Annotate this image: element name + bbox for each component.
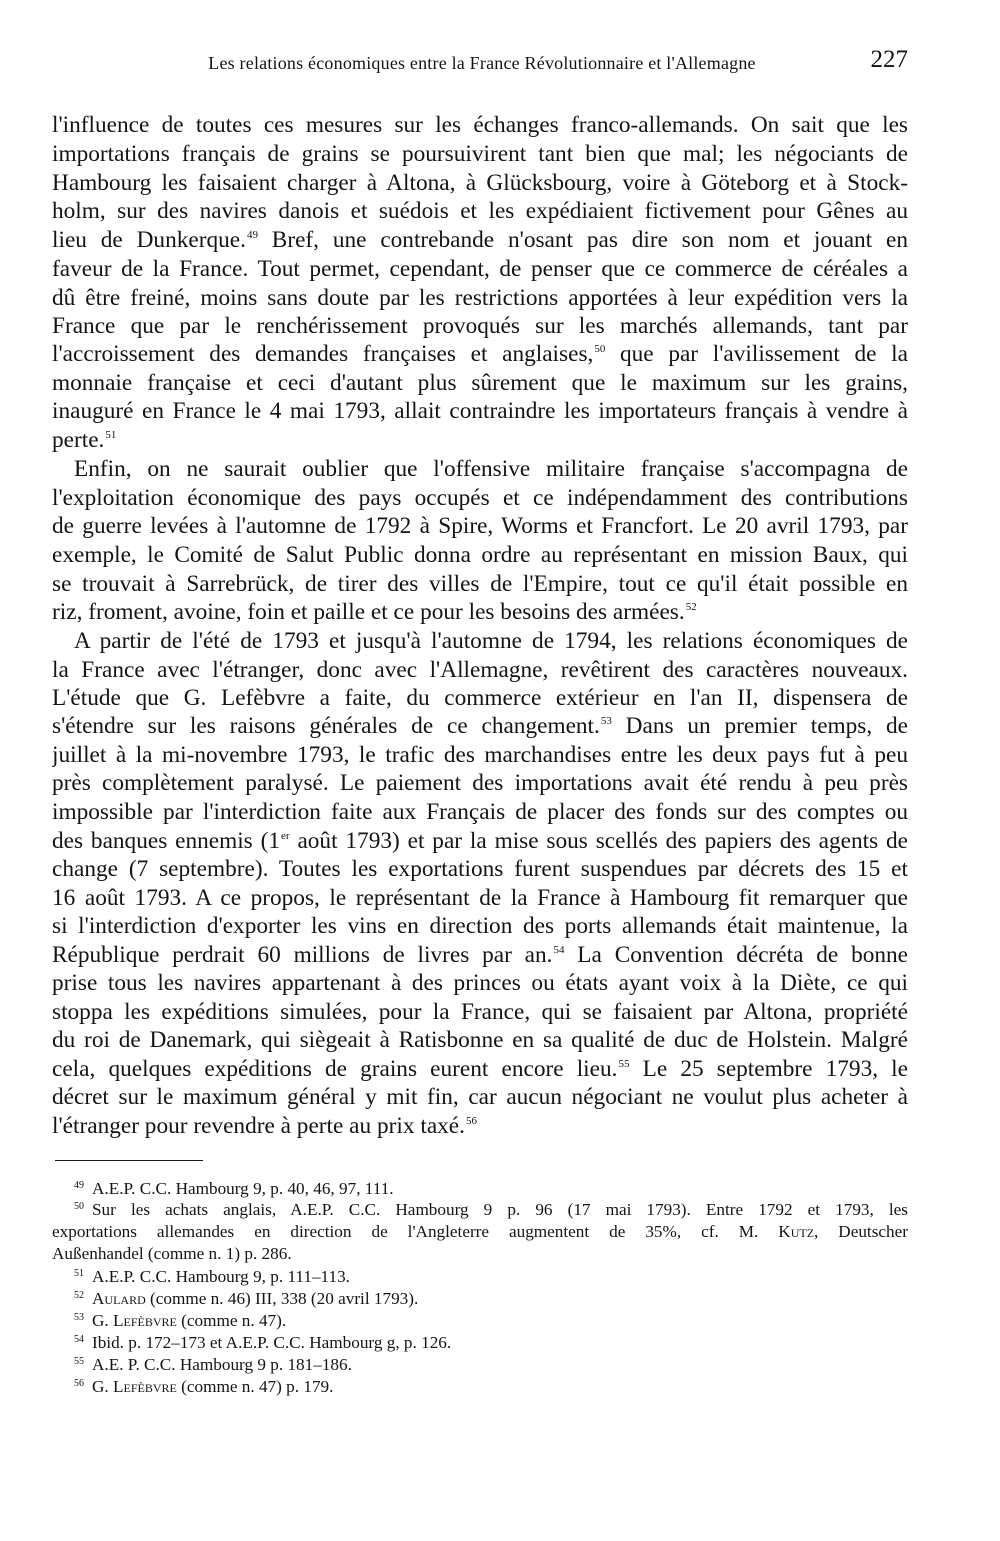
footnote-55 — [52, 1354, 908, 1375]
footnote-number: 54 — [74, 1334, 84, 1345]
text-line: France que par le renchérissement provoqués sur les marchés allemands, tant par — [52, 313, 908, 339]
footnote-text: G. — [92, 1377, 114, 1396]
text-line: la France avec l'étranger, donc avec l'Allemagne, revêtirent des caractères nouveaux. — [52, 657, 908, 683]
text-fragment: août 1793) et par la mise sous scellés des papiers des agents de — [289, 828, 908, 854]
footnote-text: A.E.P. C.C. Hambourg 9, p. 111–113. — [92, 1267, 350, 1286]
footnote-text: Ibid. p. 172–173 et A.E.P. C.C. Hambourg g, p. 126. — [92, 1333, 452, 1352]
footnote-number: 53 — [74, 1312, 84, 1323]
text-line — [52, 712, 908, 741]
footnote-text: A.E. P. C.C. Hambourg 9 p. 181–186. — [92, 1355, 352, 1374]
footnote-number: 55 — [74, 1356, 84, 1367]
text-fragment: riz, froment, avoine, foin et paille et ce pour les besoins des armées. — [52, 599, 685, 625]
text-fragment: Le 25 septembre 1793, le — [629, 1056, 908, 1082]
text-line: dû être freiné, moins sans doute par les restrictions apportées à leur expédition vers la — [52, 285, 908, 311]
text-line: exemple, le Comité de Salut Public donna ordre au représentant en mission Baux, qui — [52, 542, 908, 568]
footnote-ref-50[interactable]: 50 — [594, 343, 606, 355]
text-fragment: Bref, une contrebande n'osant pas dire son nom et jouant en — [257, 227, 908, 253]
author-name: Kutz — [778, 1222, 815, 1241]
text-line: 16 août 1793. A ce propos, le représentant de la France à Hambourg fit remarquer que — [52, 885, 908, 911]
footnote-50 — [52, 1199, 908, 1220]
paragraph-start: A partir de l'été de 1793 et jusqu'à l'automne de 1794, les relations économiques de — [74, 628, 908, 654]
text-line — [52, 1055, 908, 1084]
text-line: inauguré en France le 4 mai 1793, allait contraindre les importateurs français à vendre à — [52, 398, 908, 424]
footnote-text: A.E.P. C.C. Hambourg 9, p. 40, 46, 97, 111. — [92, 1179, 394, 1198]
footnote-text: (comme n. 47) p. 179. — [176, 1377, 334, 1396]
footnote-number: 49 — [74, 1180, 84, 1191]
footnote-49 — [52, 1178, 908, 1199]
text-line: décret sur le maximum général y mit fin, car aucun négociant ne voulut plus acheter à — [52, 1084, 908, 1110]
text-line — [52, 1112, 908, 1141]
text-line: impossible par l'interdiction faite aux Français de placer des fonds sur des comptes ou — [52, 799, 908, 825]
footnote-number: 52 — [74, 1290, 84, 1301]
footnote-ref-52[interactable]: 52 — [685, 601, 697, 613]
footnote-ref-54[interactable]: 54 — [553, 944, 565, 956]
author-name: Aulard — [92, 1289, 146, 1308]
text-fragment: Dans un premier temps, de — [611, 713, 908, 739]
text-line: prise tous les navires appartenant à des princes ou états ayant voix à la Diète, ce qui — [52, 970, 908, 996]
footnote-ref-56[interactable]: 56 — [465, 1115, 477, 1127]
running-header: Les relations économiques entre la France Révolutionnaire et l'Allemagne — [208, 53, 756, 73]
text-line: juillet à la mi-novembre 1793, le trafic des marchandises entre les deux pays fut à peu — [52, 742, 908, 768]
footnote-53 — [52, 1310, 908, 1331]
text-line: faveur de la France. Tout permet, cependant, de penser que ce commerce de céréales a — [52, 256, 908, 282]
text-line: Hambourg les faisaient charger à Altona, à Glücksbourg, voire à Göteborg et à Stock- — [52, 170, 908, 196]
footnote-text: , Deutscher — [814, 1222, 908, 1241]
text-line: se trouvait à Sarrebrück, de tirer des villes de l'Empire, tout ce qu'il était possible en — [52, 571, 908, 597]
text-line: l'exploitation économique des pays occupés et ce indépendamment des contributions — [52, 485, 908, 511]
text-line: si l'interdiction d'exporter les vins en direction des ports allemands était maintenue, la — [52, 913, 908, 939]
text-line — [52, 941, 908, 970]
text-line: holm, sur des navires danois et suédois et les expédiaient fictivement pour Gênes au — [52, 198, 908, 224]
footnote-ref-55[interactable]: 55 — [618, 1058, 630, 1070]
text-line — [52, 426, 908, 455]
footnote-text: G. — [92, 1311, 114, 1330]
text-line — [52, 598, 908, 627]
page-number: 227 — [870, 46, 908, 73]
footnote-50-continued: Außenhandel (comme n. 1) p. 286. — [52, 1244, 292, 1263]
text-line: L'étude que G. Lefèbvre a faite, du commerce extérieur en l'an II, dispensera de — [52, 685, 908, 711]
text-line: près complètement paralysé. Le paiement des importations avait été rendu à peu près — [52, 770, 908, 796]
footnote-text: Sur les achats anglais, A.E.P. C.C. Hambourg 9 p. 96 (17 mai 1793). Entre 1792 et 1793, les — [92, 1200, 908, 1219]
author-name: Lefèbvre — [113, 1311, 177, 1330]
footnote-ref-51[interactable]: 51 — [105, 429, 117, 441]
text-line: monnaie française et ceci d'autant plus sûrement que le maximum sur les grains, — [52, 370, 908, 396]
ordinal-superscript: er — [281, 830, 290, 842]
text-line: stoppa les expéditions simulées, pour la France, qui se faisaient par Altona, propriété — [52, 999, 908, 1025]
text-line — [52, 340, 908, 369]
text-line: change (7 septembre). Toutes les exportations furent suspendues par décrets des 15 et — [52, 856, 908, 882]
text-fragment: lieu de Dunkerque. — [52, 227, 246, 253]
footnote-text: (comme n. 47). — [176, 1311, 287, 1330]
footnote-ref-53[interactable]: 53 — [600, 715, 612, 727]
footnote-52 — [52, 1288, 908, 1309]
footnote-number: 50 — [74, 1201, 84, 1212]
footnote-text: exportations allemandes en direction de l'Angleterre augmentent de 35%, cf. M. — [52, 1222, 779, 1241]
footnote-56 — [52, 1376, 908, 1397]
text-fragment: La Convention décréta de bonne — [564, 942, 908, 968]
footnote-separator — [55, 1160, 203, 1161]
text-line: de guerre levées à l'automne de 1792 à Spire, Worms et Francfort. Le 20 avril 1793, par — [52, 513, 908, 539]
text-line: importations français de grains se poursuivirent tant bien que mal; les négociants de — [52, 141, 908, 167]
footnote-text: (comme n. 46) III, 338 (20 avril 1793). — [145, 1289, 419, 1308]
text-fragment: que par l'avilissement de la — [605, 341, 908, 367]
text-fragment: l'accroissement des demandes françaises et anglaises, — [52, 341, 594, 367]
footnote-50-continued — [52, 1221, 908, 1242]
footnote-number: 51 — [74, 1268, 84, 1279]
footnote-54 — [52, 1332, 908, 1353]
text-fragment: République perdrait 60 millions de livres par an. — [52, 942, 553, 968]
text-line: l'influence de toutes ces mesures sur les échanges franco-allemands. On sait que les — [52, 112, 908, 138]
paragraph-start: Enfin, on ne saurait oublier que l'offensive militaire française s'accompagna de — [74, 456, 908, 482]
text-line — [52, 827, 908, 856]
text-fragment: des banques ennemis (1 — [52, 828, 281, 854]
text-fragment: l'étranger pour revendre à perte au prix taxé. — [52, 1113, 465, 1139]
footnote-number: 56 — [74, 1378, 84, 1389]
text-fragment: cela, quelques expéditions de grains eurent encore lieu. — [52, 1056, 618, 1082]
text-fragment: perte. — [52, 427, 105, 453]
text-fragment: s'étendre sur les raisons générales de ce changement. — [52, 713, 600, 739]
author-name: Lefèbvre — [113, 1377, 177, 1396]
text-line — [52, 226, 908, 255]
text-line: du roi de Danemark, qui siègeait à Ratisbonne en sa qualité de duc de Holstein. Malgré — [52, 1027, 908, 1053]
footnote-ref-49[interactable]: 49 — [246, 229, 258, 241]
footnote-51 — [52, 1266, 908, 1287]
